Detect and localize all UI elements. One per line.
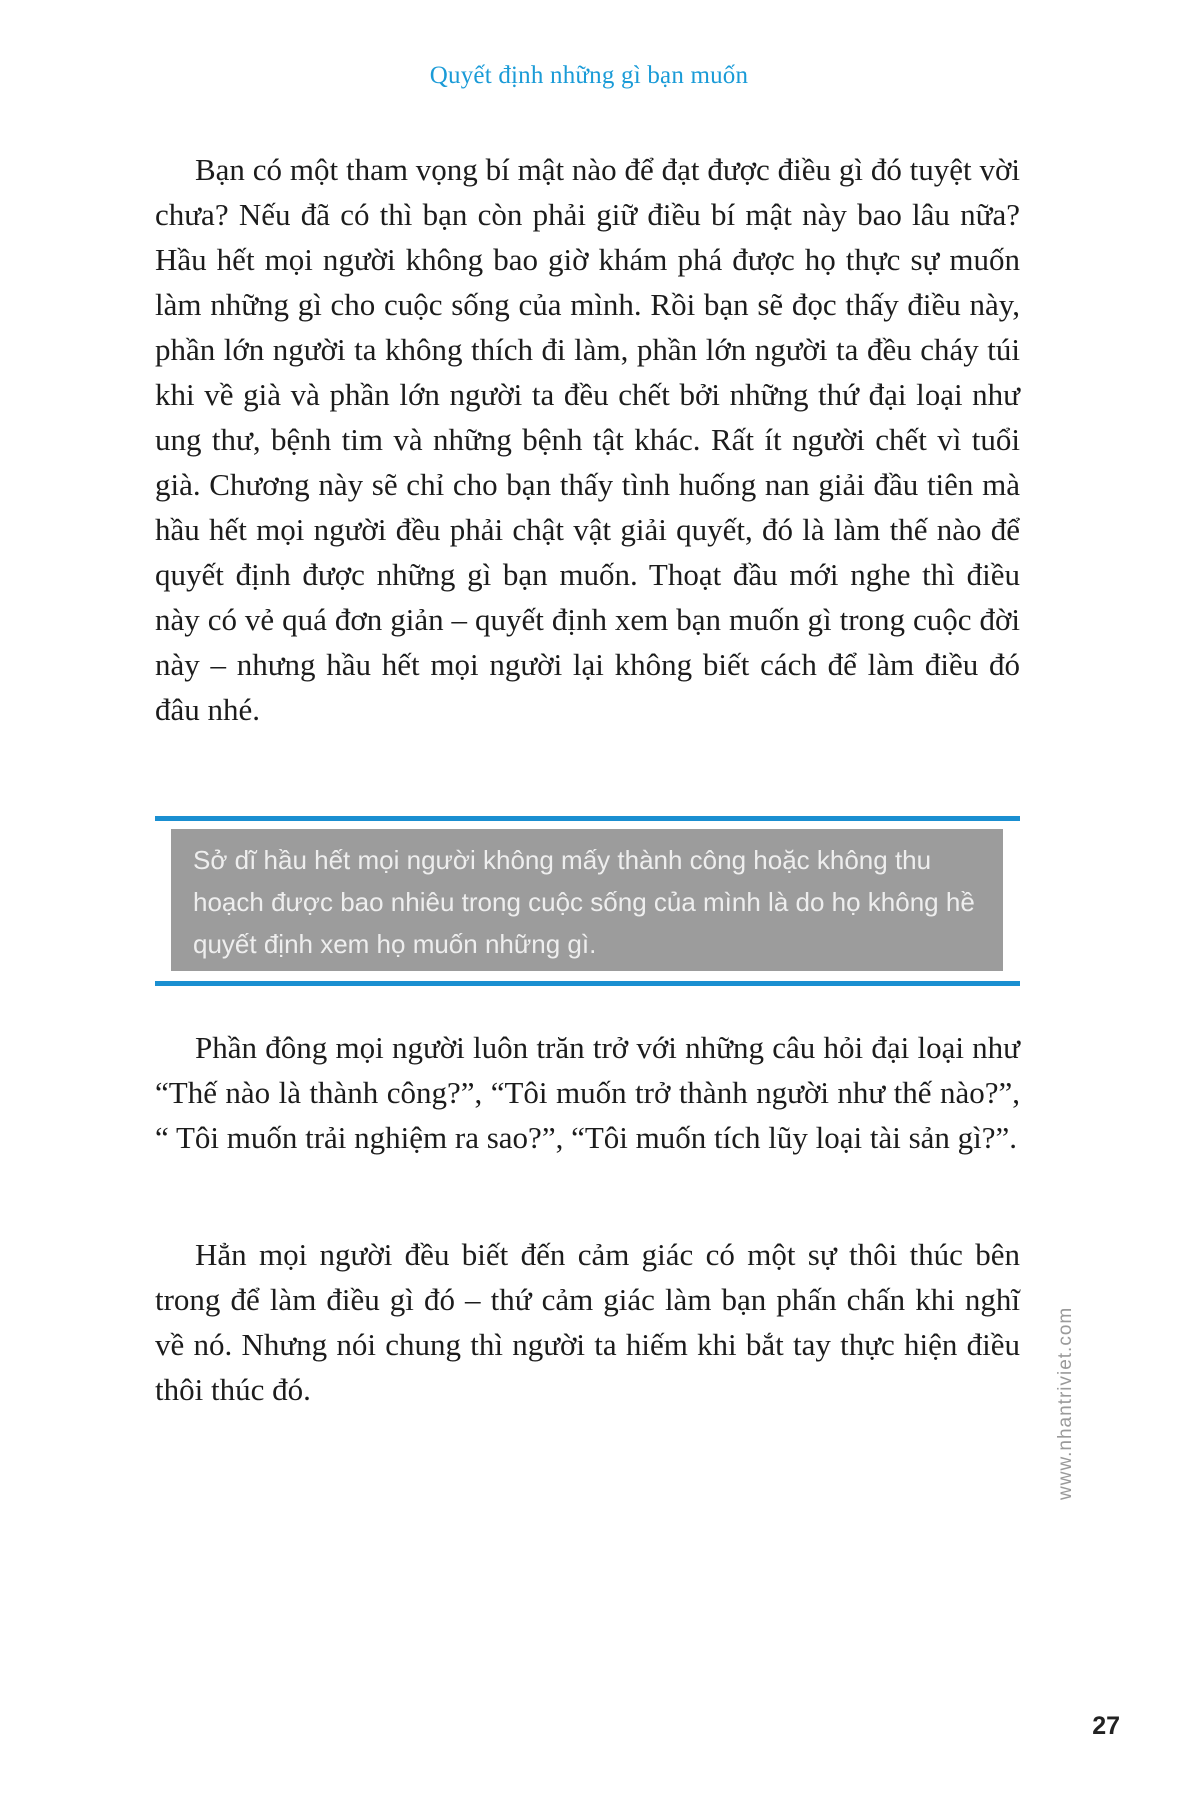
running-header-title: Quyết định những gì bạn muốn (429, 62, 749, 89)
body-paragraph-2-text: Phần đông mọi người luôn trăn trở với những câu hỏi đại loại như “Thế nào là thành công?”, “Tôi muốn trở thành người như thế nào?”, “ Tôi muốn trải nghiệm ra sao?”, “Tôi muốn tích lũy loại tài sản gì?”. (155, 1030, 1020, 1155)
pull-quote-box (171, 829, 1003, 971)
pull-quote-text: Sở dĩ hầu hết mọi người không mấy thành công hoặc không thu hoạch được bao nhiêu trong cuộc sống của mình là do họ không hề quyết định xem họ muốn những gì. (193, 845, 975, 959)
body-paragraph-1 (155, 147, 1020, 732)
body-paragraph-3 (155, 1232, 1020, 1412)
publisher-watermark: www.nhantriviet.com (1055, 1306, 1076, 1500)
page-number: 27 (1092, 1712, 1120, 1740)
body-paragraph-2 (155, 1025, 1020, 1160)
body-paragraph-3-text: Hẳn mọi người đều biết đến cảm giác có một sự thôi thúc bên trong để làm điều gì đó – thứ cảm giác làm bạn phấn chấn khi nghĩ về nó. Nhưng nói chung thì người ta hiếm khi bắt tay thực hiện điều thôi thúc đó. (155, 1237, 1020, 1407)
body-paragraph-1-text: Bạn có một tham vọng bí mật nào để đạt được điều gì đó tuyệt vời chưa? Nếu đã có thì bạn còn phải giữ điều bí mật này bao lâu nữa? Hầu hết mọi người không bao giờ khám phá được họ thực sự muốn làm những gì cho cuộc sống của mình. Rồi bạn sẽ đọc thấy điều này, phần lớn người ta không thích đi làm, phần lớn người ta đều cháy túi khi về già và phần lớn người ta đều chết bởi những thứ đại loại như ung thư, bệnh tim và những bệnh tật khác. Rất ít người chết vì tuổi già. Chương này sẽ chỉ cho bạn thấy tình huống nan giải đầu tiên mà hầu hết mọi người đều phải chật vật giải quyết, đó là làm thế nào để quyết định được những gì bạn muốn. Thoạt đầu mới nghe thì điều này có vẻ quá đơn giản – quyết định xem bạn muốn gì trong cuộc đời này – nhưng hầu hết mọi người lại không biết cách để làm điều đó đâu nhé. (155, 152, 1020, 727)
pull-quote-callout (155, 816, 1020, 986)
